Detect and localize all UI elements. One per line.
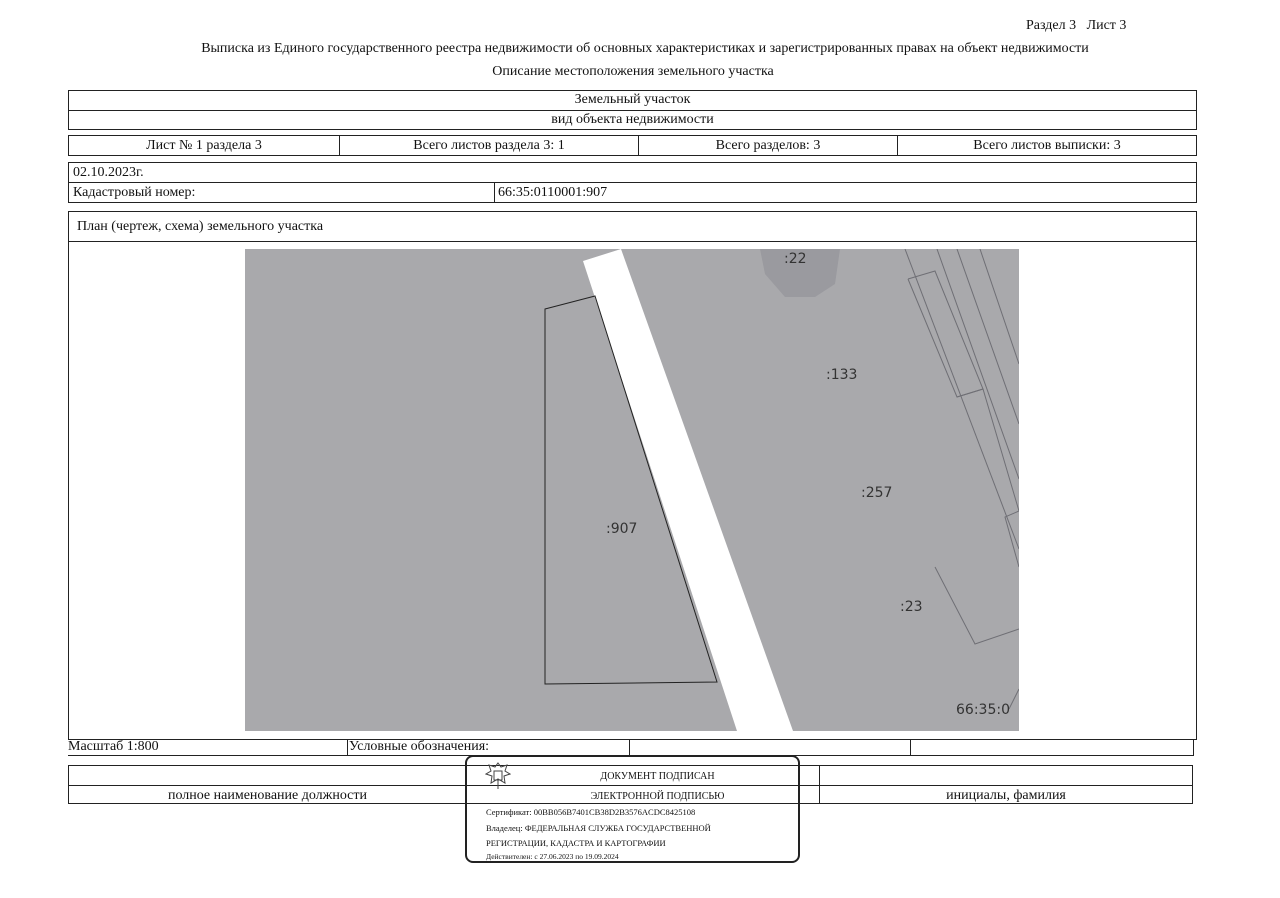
- cadastral-number: 66:35:0110001:907: [498, 185, 608, 200]
- stamp-line2: ЭЛЕКТРОННОЙ ПОДПИСЬЮ: [590, 791, 725, 802]
- cadastral-label: Кадастровый номер:: [73, 185, 196, 200]
- total-sections: Всего разделов: 3: [638, 135, 898, 156]
- label-parcel-257: :257: [861, 485, 893, 501]
- stamp-line1: ДОКУМЕНТ ПОДПИСАН: [600, 771, 715, 782]
- stamp-certificate: Сертификат: 00BB056B7401CB38D2B3576ACDC8425108: [486, 807, 696, 817]
- initials-caption: инициалы, фамилия: [946, 788, 1066, 803]
- section-label: Раздел 3 Лист 3: [1026, 18, 1127, 33]
- scale-label: Масштаб 1:800: [68, 739, 159, 754]
- stamp-owner-line2: РЕГИСТРАЦИИ, КАДАСТРА И КАРТОГРАФИИ: [486, 838, 666, 848]
- object-type: Земельный участок: [574, 92, 691, 107]
- total-section-sheets: Всего листов раздела 3: 1: [339, 135, 639, 156]
- position-caption: полное наименование должности: [167, 788, 368, 803]
- stamp-owner-line1: Владелец: ФЕДЕРАЛЬНАЯ СЛУЖБА ГОСУДАРСТВЕННОЙ: [486, 823, 711, 833]
- stamp-validity: Действителен: с 27.06.2023 по 19.09.2024: [486, 852, 619, 861]
- label-parcel-907: :907: [606, 521, 638, 537]
- initials-box: [819, 765, 1193, 804]
- position-box: [68, 765, 467, 804]
- total-extract-sheets: Всего листов выписки: 3: [897, 135, 1197, 156]
- cadastral-map: [245, 249, 1019, 731]
- label-quarter: 66:35:0: [956, 702, 1010, 718]
- legend-label: Условные обозначения:: [349, 739, 490, 754]
- document-subtitle: Описание местоположения земельного участка: [492, 64, 774, 79]
- sheet-of-section: Лист № 1 раздела 3: [68, 135, 340, 156]
- label-parcel-133: :133: [826, 367, 858, 383]
- label-parcel-22: :22: [784, 251, 807, 267]
- object-type-box: [68, 90, 1197, 130]
- record-date: 02.10.2023г.: [73, 165, 144, 180]
- plan-title: План (чертеж, схема) земельного участка: [77, 219, 324, 234]
- e-signature-stamp: [465, 755, 800, 863]
- object-type-caption: вид объекта недвижимости: [551, 112, 714, 127]
- scale-row: [68, 740, 1194, 756]
- label-parcel-23: :23: [900, 599, 923, 615]
- record-box: [68, 162, 1197, 203]
- document-title: Выписка из Единого государственного реестра недвижимости об основных характеристиках и зарегистрированных правах на объект недвижимости: [201, 41, 1089, 56]
